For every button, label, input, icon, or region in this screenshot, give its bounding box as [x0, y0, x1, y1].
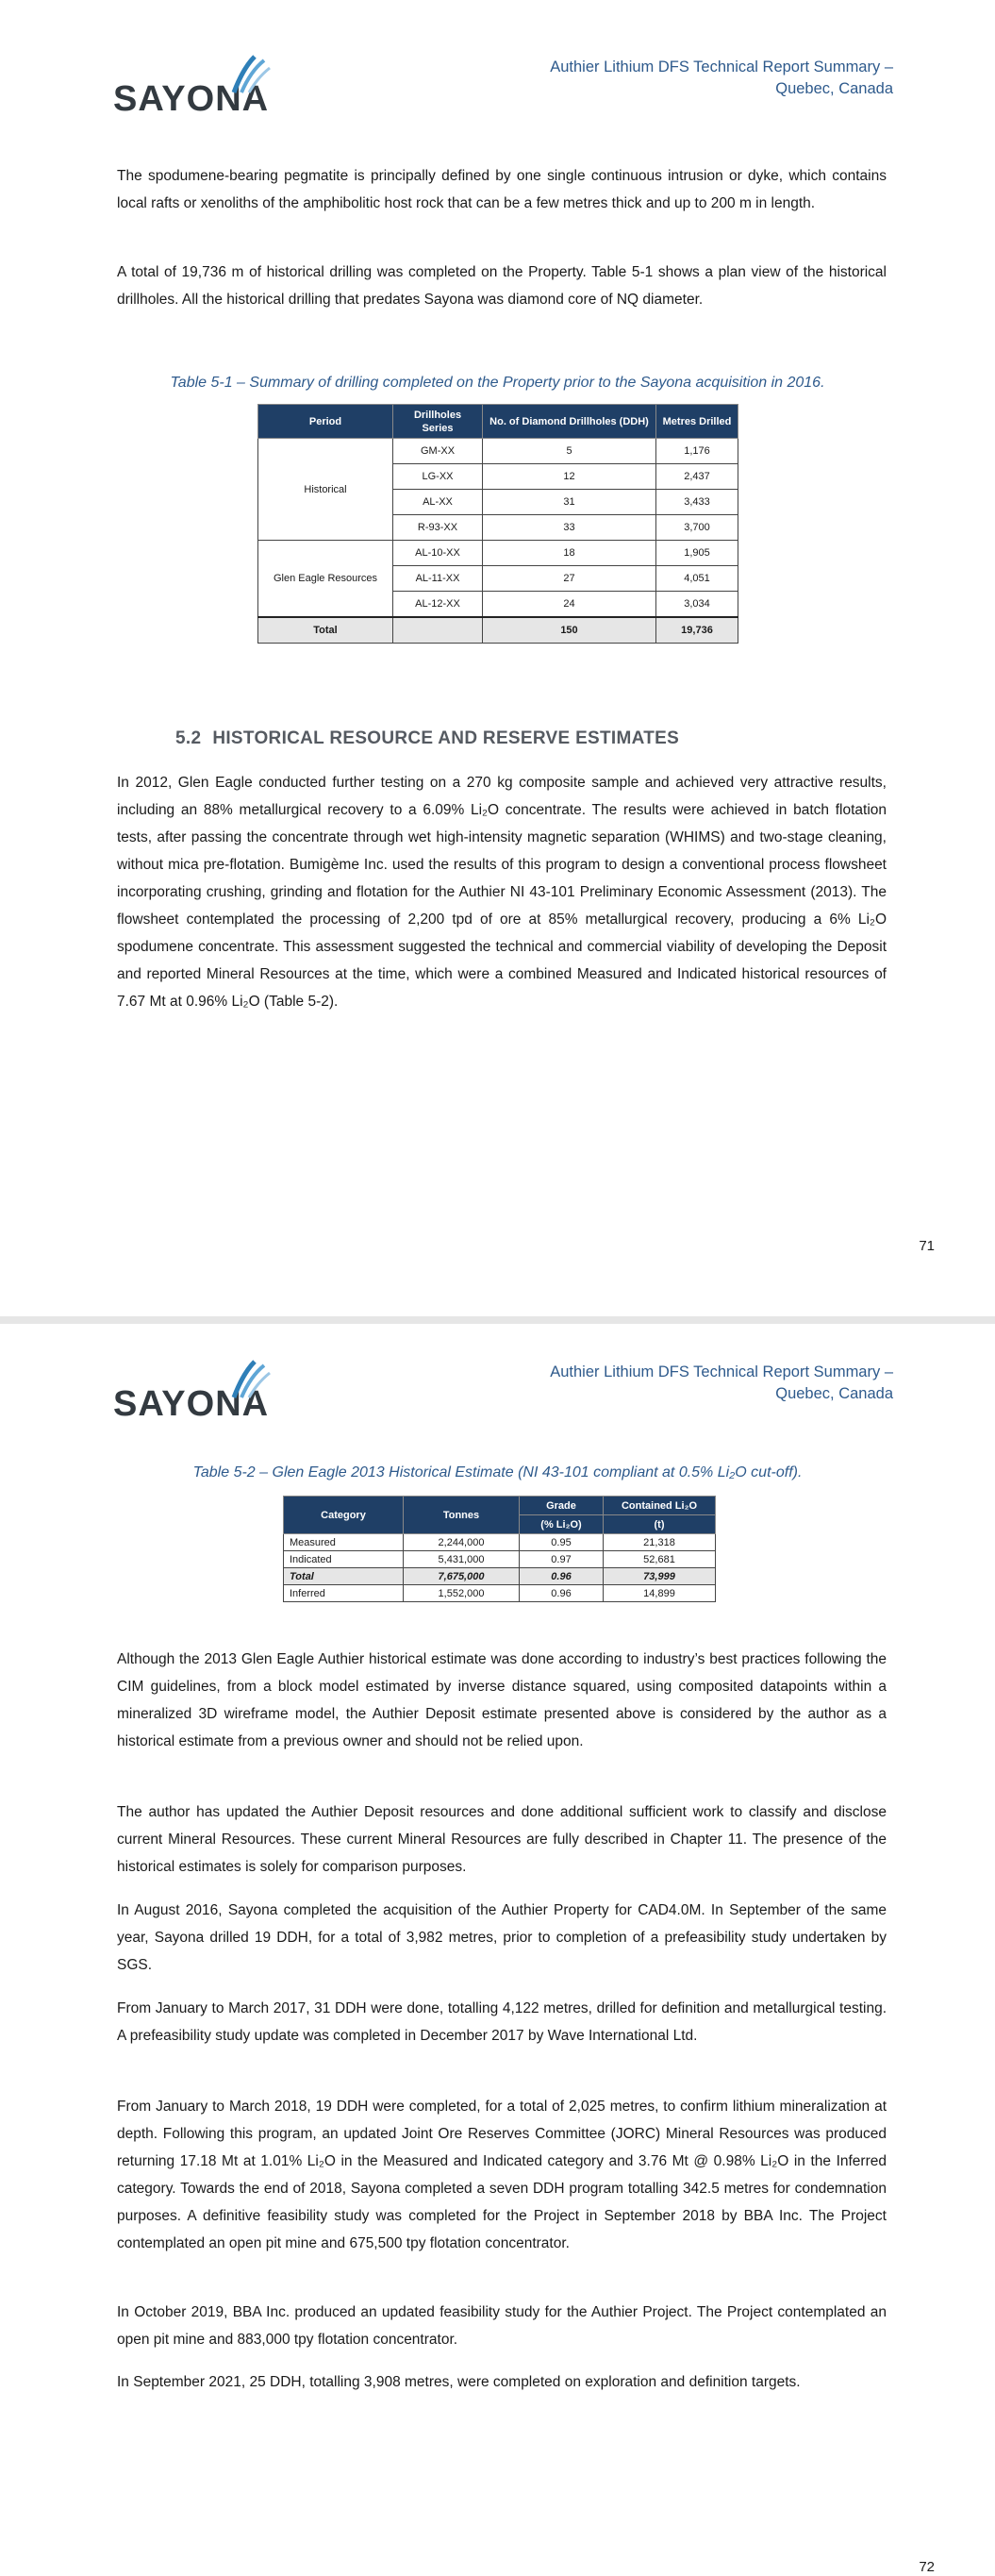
paragraph: From January to March 2017, 31 DDH were done, totalling 4,122 metres, drilled for definition and metallurgical testing. A prefeasibility study update was completed in December 2017 by Wave International Ltd. [117, 2000, 887, 2044]
logo-feather-icon [226, 1360, 274, 1399]
table-row: Indicated 5,431,000 0.97 52,681 [284, 1551, 716, 1568]
paragraph: A total of 19,736 m of historical drilling was completed on the Property. Table 5-1 shows a plan view of the historical drillholes. All the historical drilling that predates Sayona was diamond core of NQ diameter. [117, 264, 887, 308]
table-5-2-caption: Table 5-2 – Glen Eagle 2013 Historical Estimate (NI 43-101 compliant at 0.5% Li₂O cut-off). [192, 1464, 803, 1480]
table-row: AL-11-XX 27 4,051 [258, 566, 738, 592]
header-drillholes-series: Drillholes Series [393, 405, 483, 439]
paragraph: In October 2019, BBA Inc. produced an updated feasibility study for the Authier Project. The Project contemplated an open pit mine and 883,000 tpy flotation concentrator. [117, 2304, 887, 2348]
header-period: Period [258, 405, 393, 439]
subheader-grade-unit: (% Li₂O) [520, 1515, 604, 1534]
header-contained-li2o: Contained Li₂O [604, 1497, 716, 1515]
page-number: 72 [919, 2559, 935, 2575]
table-row: Historical GM-XX 5 1,176 [258, 439, 738, 464]
section-heading-5-2: 5.2 HISTORICAL RESOURCE AND RESERVE ESTIMATES [175, 728, 680, 748]
header-grade: Grade [520, 1497, 604, 1515]
paragraph: The author has updated the Authier Deposit resources and done additional sufficient work to classify and disclose current Mineral Resources. These current Mineral Resources are fully described in Chapter 11. The presence of the historical estimates is solely for comparison purposes. [117, 1804, 887, 1875]
header-ddh-count: No. of Diamond Drillholes (DDH) [483, 405, 656, 439]
header-category: Category [284, 1497, 404, 1534]
logo-text: SAYONA [113, 1384, 270, 1424]
header-tonnes: Tonnes [404, 1497, 520, 1534]
table-row: AL-12-XX 24 3,034 [258, 592, 738, 618]
paragraph: In 2012, Glen Eagle conducted further testing on a 270 kg composite sample and achieved very attractive results, including an 88% metallurgical recovery to a 6.09% Li₂O concentrate. The results were achieved in batch flotation tests, after passing the concentrate through wet high-intensity magnetic separation (WHIMS) and two-stage cleaning, without mica pre-flotation. Bumigème Inc. used the results of this program to design a conventional process flowsheet incorporating crushing, grinding and flotation for the Authier NI 43-101 Preliminary Economic Assessment (2013). The flowsheet contemplated the processing of 2,200 tpd of ore at 85% metallurgical recovery, producing a 6% Li₂O spodumene concentrate. This assessment suggested the technical and commercial viability of developing the Deposit and reported Mineral Resources at the time, which were a combined Measured and Indicated historical resources of 7.67 Mt at 0.96% Li₂O (Table 5-2). [117, 775, 887, 1010]
logo-feather-icon [226, 55, 274, 94]
report-header-title: Authier Lithium DFS Technical Report Summary – Quebec, Canada [550, 59, 893, 97]
subheader-tonnes-unit: (t) [604, 1515, 716, 1534]
table-row: Inferred 1,552,000 0.96 14,899 [284, 1585, 716, 1602]
table-row: AL-XX 31 3,433 [258, 490, 738, 515]
table-5-1-caption: Table 5-1 – Summary of drilling completed on the Property prior to the Sayona acquisition in 2016. [170, 375, 825, 391]
paragraph: In August 2016, Sayona completed the acquisition of the Authier Property for CAD4.0M. In September of the same year, Sayona drilled 19 DDH, for a total of 3,982 metres, prior to completion of a prefeasibility study undertaken by SGS. [117, 1902, 887, 1973]
page-number: 71 [919, 1238, 935, 1254]
table-5-1 [257, 404, 738, 644]
header-metres-drilled: Metres Drilled [656, 405, 738, 439]
table-row: LG-XX 12 2,437 [258, 464, 738, 490]
table-row: Glen Eagle Resources AL-10-XX 18 1,905 [258, 541, 738, 566]
table-total-row: Total 150 19,736 [258, 617, 738, 644]
table-total-row: Total 7,675,000 0.96 73,999 [284, 1568, 716, 1585]
paragraph: Although the 2013 Glen Eagle Authier historical estimate was done according to industry’s best practices following the CIM guidelines, from a block model estimated by inverse distance squared, using composited datapoints within a mineralized 3D wireframe model, the Authier Deposit estimate presented above is considered by the author as a historical estimate from a previous owner and should not be relied upon. [117, 1651, 887, 1749]
logo-text: SAYONA [113, 79, 270, 119]
table-5-2 [283, 1496, 716, 1602]
paragraph: From January to March 2018, 19 DDH were completed, for a total of 2,025 metres, to confirm lithium mineralization at depth. Following this program, an updated Joint Ore Reserves Committee (JORC) Mineral Resources was produced returning 17.18 Mt at 1.01% Li₂O in the Measured and Indicated category and 3.76 Mt @ 0.98% Li₂O in the Inferred category. Towards the end of 2018, Sayona completed a seven DDH program totalling 342.5 metres for condemnation purposes. A definitive feasibility study was completed for the Project in September 2018 by BBA Inc. The Project contemplated an open pit mine and 675,500 tpy flotation concentrator. [117, 2099, 887, 2251]
sayona-logo [113, 55, 278, 121]
paragraph: The spodumene-bearing pegmatite is principally defined by one single continuous intrusion or dyke, which contains local rafts or xenoliths of the amphibolitic host rock that can be a few metres thick and up to 200 m in length. [117, 168, 887, 211]
paragraph: In September 2021, 25 DDH, totalling 3,908 metres, were completed on exploration and definition targets. [117, 2374, 801, 2390]
period-cell: Glen Eagle Resources [258, 541, 393, 618]
sayona-logo [113, 1360, 278, 1426]
report-header-title: Authier Lithium DFS Technical Report Summary – Quebec, Canada [550, 1363, 893, 1402]
period-cell: Historical [258, 439, 393, 541]
table-row: Measured 2,244,000 0.95 21,318 [284, 1534, 716, 1551]
table-row: R-93-XX 33 3,700 [258, 515, 738, 541]
